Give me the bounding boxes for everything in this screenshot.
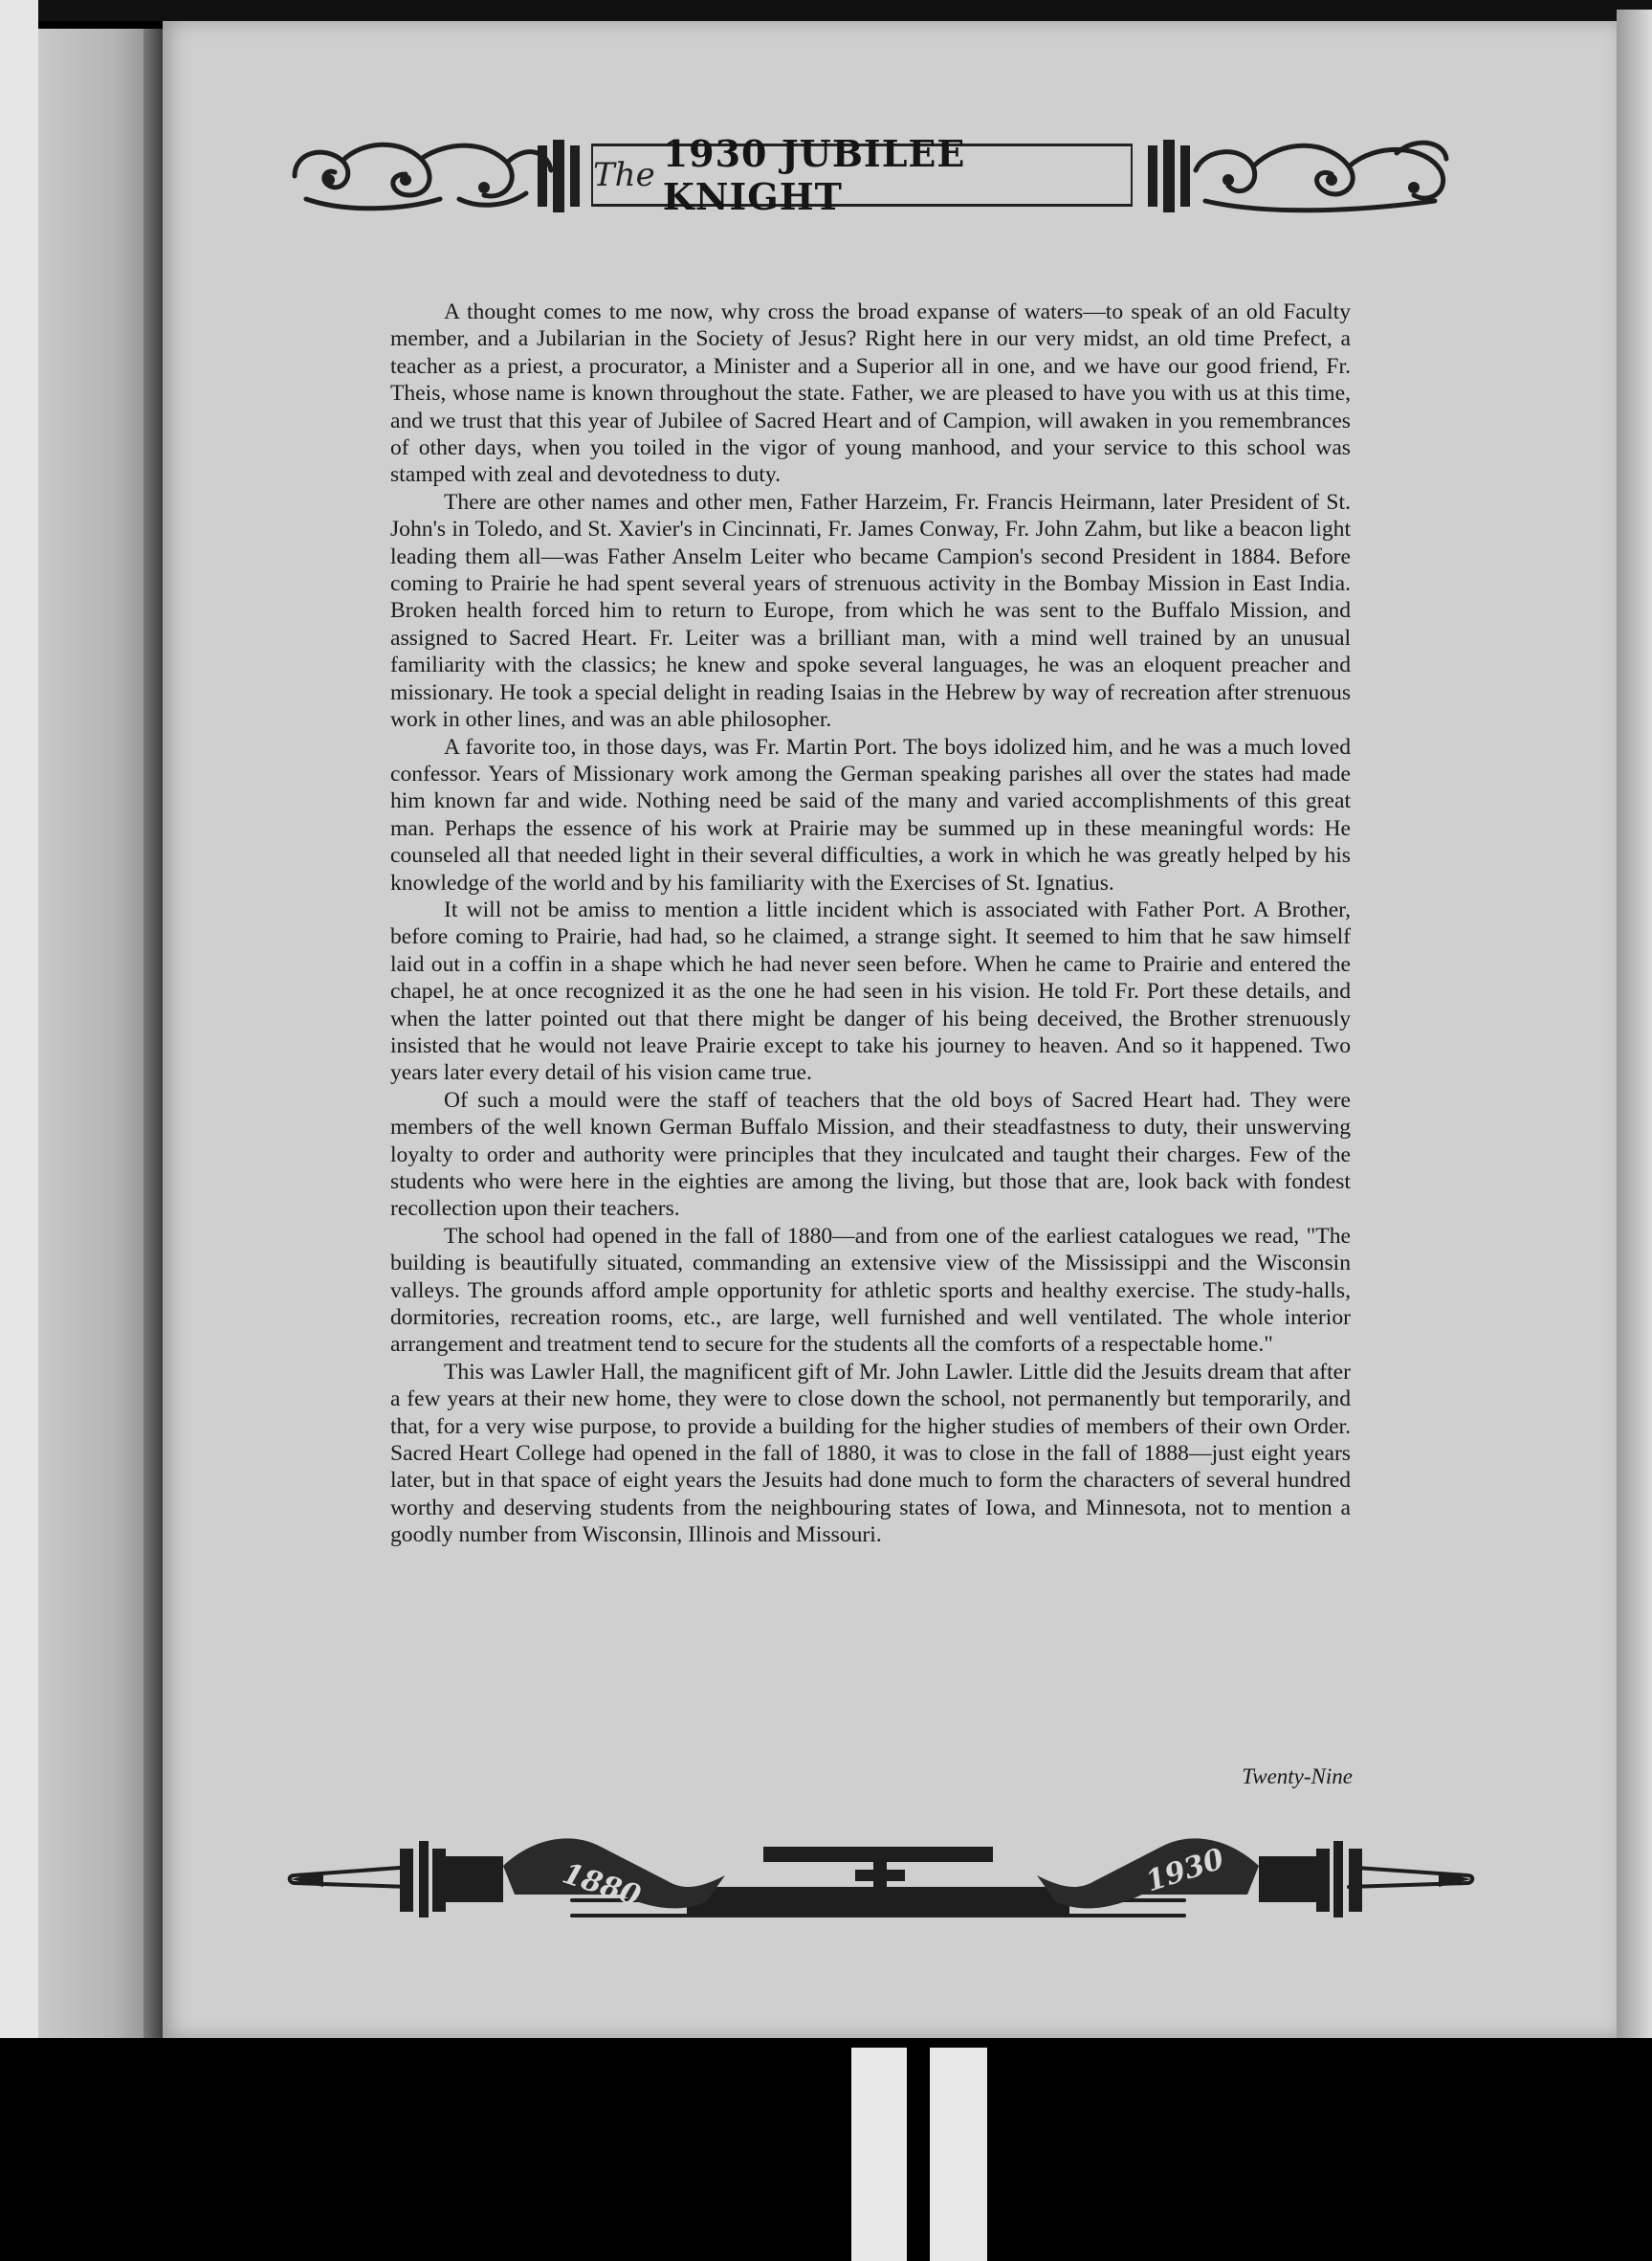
- scan-left-margin: [0, 0, 38, 2261]
- article-body: [390, 299, 1351, 1549]
- paragraph-7: This was Lawler Hall, the magnificent gift of Mr. John Lawler. Little did the Jesuits dream that after a few years at their new home, they were to close down the school, not permanently but temporarily, and that, for a very wise purpose, to provide a building for the higher studies of members of their own Order. Sacred Heart College had opened in the fall of 1880, it was to close in the fall of 1888—just eight years later, but in that space of eight years the Jesuits had done much to form the characters of several hundred worthy and deserving students from the neighbouring states of Iowa, and Minnesota, not to mention a goodly number from Wisconsin, Illinois and Missouri.: [390, 1359, 1351, 1548]
- scan-top-border: [0, 0, 1652, 21]
- paragraph-5: Of such a mould were the staff of teachers that the old boys of Sacred Heart had. They were members of the well known German Buffalo Mission, and their steadfastness to duty, their unswerving loyalty to order and authority were principles that they inculcated and taught their charges. Few of the students who were here in the eighties are among the living, but those that are, look back with fondest recollection upon their teachers.: [390, 1087, 1351, 1222]
- footer-year-right: 1930: [1141, 1842, 1228, 1899]
- paragraph-4: It will not be amiss to mention a little incident which is associated with Father Port. A Brother, before coming to Prairie, had had, so he claimed, a strange sight. It seemed to him that he saw himself laid out in a coffin in a shape which he had never seen before. When he came to Prairie and entered the chapel, he at once recognized it as the one he had seen in his vision. He told Fr. Port these details, and when the latter pointed out that there might be danger of his being deceived, the Brother strenuously insisted that he would not leave Prairie except to take his journey to heaven. And so it happened. Two years later every detail of his vision came true.: [390, 897, 1351, 1086]
- book-spine: [143, 29, 163, 2038]
- header-banner: [287, 132, 1454, 220]
- header-title-prefix: The: [593, 156, 655, 194]
- paragraph-2: There are other names and other men, Father Harzeim, Fr. Francis Heirmann, later President of St. John's in Toledo, and St. Xavier's in Cincinnati, Fr. James Conway, Fr. John Zahm, but like a beacon light leading them all—was Father Anselm Leiter who became Campion's second President in 1884. Before coming to Prairie he had spent several years of strenuous activity in the Bombay Mission in East India. Broken health forced him to return to Europe, from which he was sent to the Buffalo Mission, and assigned to Sacred Heart. Fr. Leiter was a brilliant man, with a mind well trained by an unusual familiarity with the classics; he knew and spoke several languages, he was an eloquent preacher and missionary. He took a special delight in reading Isaias in the Hebrew by way of recreation after strenuous work in other lines, and was an able philosopher.: [390, 489, 1351, 733]
- footer-ornament: [285, 1828, 1477, 1923]
- scanner-bar-right: [930, 2048, 987, 2261]
- paragraph-3: A favorite too, in those days, was Fr. Martin Port. The boys idolized him, and he was a much loved confessor. Years of Missionary work among the German speaking parishes all over the states had made him known far and wide. Nothing need be said of the many and varied accomplishments of this great man. Perhaps the essence of his work at Prairie may be summed up in these meaningful words: He counseled all that needed light in their several difficulties, a work in which he was greatly helped by his knowledge of the world and by his familiarity with the Exercises of St. Ignatius.: [390, 734, 1351, 896]
- footer-year-left: 1880: [558, 1856, 645, 1914]
- paragraph-6: The school had opened in the fall of 1880—and from one of the earliest catalogues we read, "The building is beautifully situated, commanding an extensive view of the Mississippi and the Wisconsin valleys. The grounds afford ample opportunity for athletic sports and healthy exercise. The study-halls, dormitories, recreation rooms, etc., are large, well furnished and well ventilated. The whole interior arrangement and treatment tend to secure for the students all the comforts of a respectable home.": [390, 1223, 1351, 1358]
- footer-banner-ornament: [285, 1828, 1477, 1923]
- scan-bottom-area: [0, 2038, 1652, 2261]
- page-right-edge: [1617, 10, 1652, 2038]
- header-title-box: [591, 132, 1133, 218]
- paragraph-1: A thought comes to me now, why cross the broad expanse of waters—to speak of an old Faculty member, and a Jubilarian in the Society of Jesus? Right here in our very midst, an old time Prefect, a teacher as a priest, a procurator, a Minister and a Superior all in one, and we have our good friend, Fr. Theis, whose name is known throughout the state. Father, we are pleased to have you with us at this time, and we trust that this year of Jubilee of Sacred Heart and of Campion, will awaken in you remembrances of other days, when you toiled in the vigor of young manhood, and your service to this school was stamped with zeal and devotedness to duty.: [390, 299, 1351, 488]
- scanner-bar-left: [851, 2048, 907, 2261]
- page-number: Twenty-Nine: [1242, 1764, 1353, 1788]
- header-title: 1930 JUBILEE KNIGHT: [662, 132, 966, 218]
